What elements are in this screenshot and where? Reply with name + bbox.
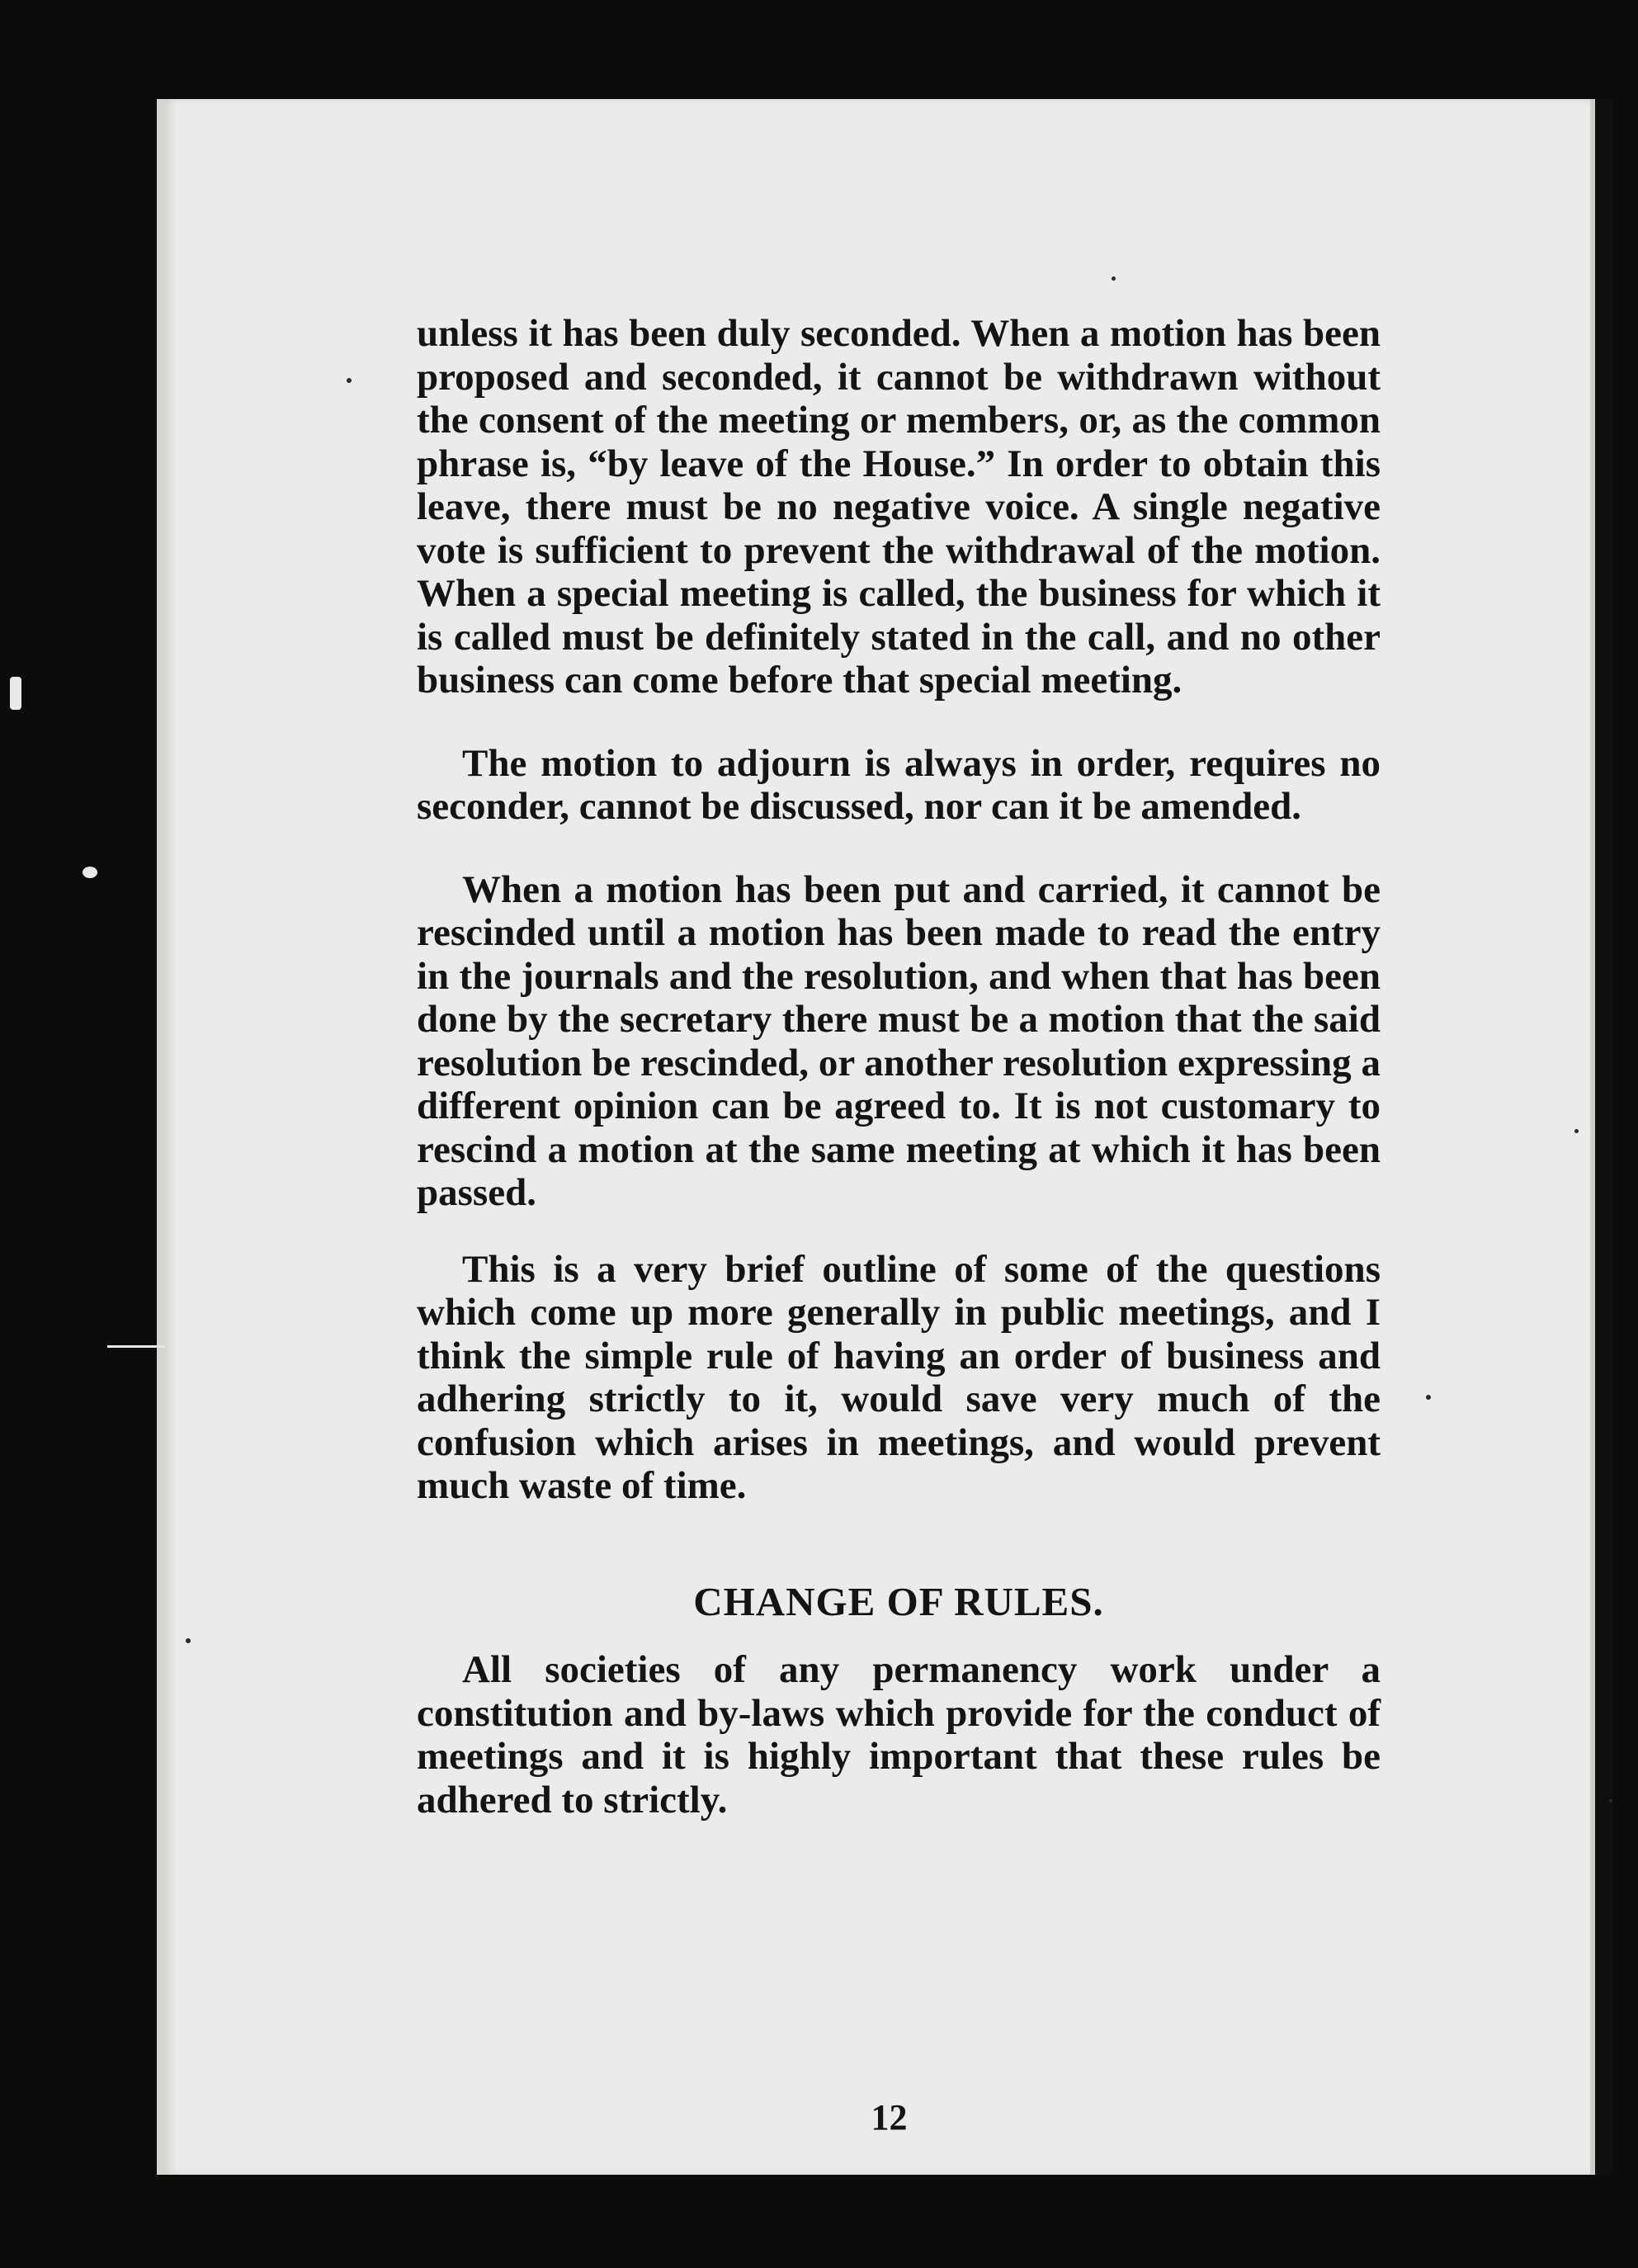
section-heading: CHANGE OF RULES. xyxy=(693,1578,1104,1624)
paragraph-rules: All societies of any permanency work under a constitution and by-laws which provide for the conduct of meetings and it is highly important that these rules be adhered to strictly. xyxy=(417,1648,1381,1821)
scan-speck xyxy=(1112,276,1116,281)
scan-speck xyxy=(347,378,352,383)
paragraph-outline: This is a very brief outline of some of the questions which come up more generally in public meetings, and I think the simple rule of having an order of business and adhering strictly to it, would save very much of the confusion which arises in meetings, and would prevent much waste of time. xyxy=(417,1247,1381,1507)
scan-speck xyxy=(1426,1395,1431,1400)
paragraph-rescind: When a motion has been put and carried, it cannot be rescinded until a motion has been made to read the entry in the journals and the resolution, and when that has been done by the secretary there must be a motion that the said resolution be rescinded, or another resolution expressing a different opinion can be agreed to. It is not customary to rescind a motion at the same meeting at which it has been passed. xyxy=(417,867,1381,1214)
body-text xyxy=(417,312,1381,1821)
scan-mark xyxy=(83,867,97,878)
binding-shadow xyxy=(1595,99,1613,2175)
book-page xyxy=(157,99,1613,2175)
scan-mark xyxy=(107,1345,165,1348)
scan-speck xyxy=(186,1638,191,1643)
scan-mark xyxy=(10,677,21,710)
page-number: 12 xyxy=(871,2097,908,2138)
scan-speck xyxy=(1574,1129,1579,1133)
paragraph-adjourn: The motion to adjourn is always in order, requires no seconder, cannot be discussed, nor can it be amended. xyxy=(417,741,1381,828)
paragraph-withdrawal: unless it has been duly seconded. When a motion has been proposed and seconded, it cannot be withdrawn without the consent of the meeting or members, or, as the common phrase is, “by leave of the House.” In order to obtain this leave, there must be no negative voice. A single negative vote is sufficient to prevent the withdrawal of the motion. When a special meeting is called, the business for which it is called must be definitely stated in the call, and no other business can come before that special meeting. xyxy=(417,312,1381,702)
scan-speck xyxy=(1609,1799,1612,1803)
